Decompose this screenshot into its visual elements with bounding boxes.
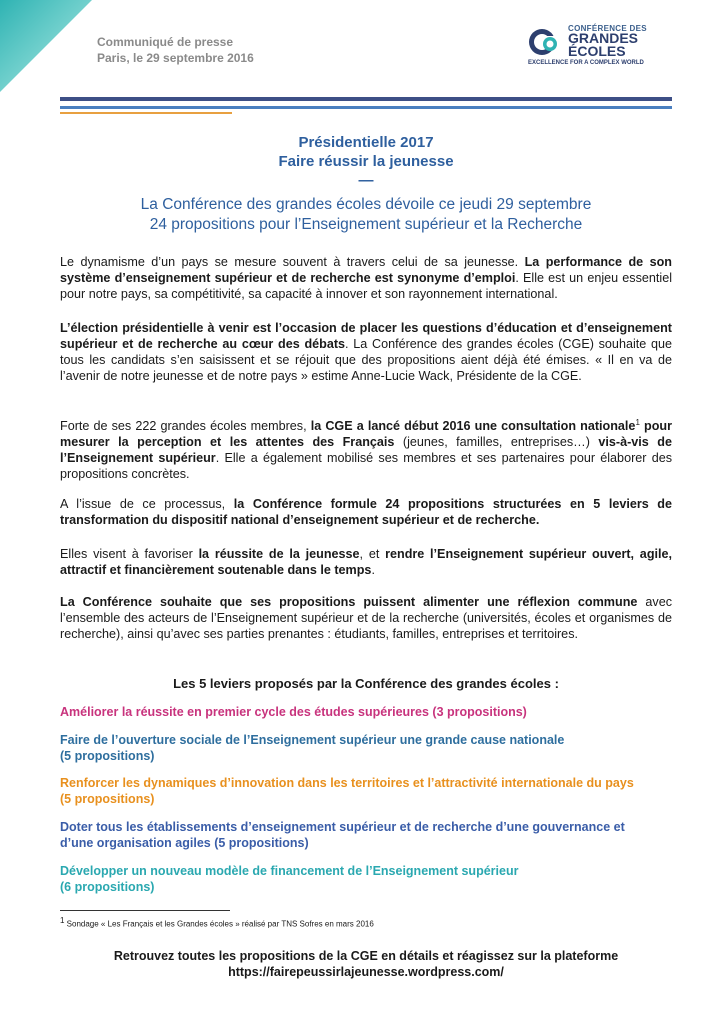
header-rule-orange [60, 112, 232, 114]
paragraph-3: Forte de ses 222 grandes écoles membres, la CGE a lancé début 2016 une consultation nationale$^1$ pour mesurer la perception et les attentes des Français (jeunes, familles, entreprises…) vis-à-vis de l’Enseignement supérieur. Elle a également mobilisé ses membres et ses partenaires pour élaborer des propositions concrètes. [60, 417, 673, 481]
lever-2: Faire de l’ouverture sociale de l’Enseignement supérieur une grande cause nationale (5 propositions) [60, 733, 565, 763]
header-rule-blue [60, 106, 672, 109]
subtitle-line1: La Conférence des grandes écoles dévoile ce jeudi 29 septembre [140, 196, 592, 213]
doc-type: Communiqué de presse [97, 35, 234, 49]
lever-1: Améliorer la réussite en premier cycle des études supérieures (3 propositions) [60, 705, 527, 719]
title-line1: Présidentielle 2017 [298, 134, 434, 151]
title-line2: Faire réussir la jeunesse [278, 153, 454, 170]
platform-link[interactable]: https://faireреussirlajeunesse.wordpress.com/ [228, 965, 504, 979]
footnote: $^1$ Sondage « Les Français et les Grandes écoles » réalisé par TNS Sofres en mars 2016 [60, 916, 374, 929]
paragraph-2: L’élection présidentielle à venir est l’occasion de placer les questions d’éducation et d’enseignement supérieur et de recherche au cœur des débats. La Conférence des grandes écoles (CGE) souhaite que tous les candidats s’en saisissent et se réjouit que des propositions aient déjà été émises. « Il en va de l’avenir de notre jeunesse et de notre pays » estime Anne-Lucie Wack, Présidente de la CGE. [60, 321, 672, 383]
levers-heading: Les 5 leviers proposés par la Conférence des grandes écoles : [173, 676, 559, 691]
footnote-ref: 1 [635, 417, 640, 427]
paragraph-5: Elles visent à favoriser la réussite de la jeunesse, et rendre l’Enseignement supérieur ouvert, agile, attractif et financièrement soutenable dans le temps. [60, 547, 673, 577]
lever-5: Développer un nouveau modèle de financement de l’Enseignement supérieur (6 propositions) [60, 864, 519, 894]
subtitle-line2: 24 propositions pour l’Enseignement supérieur et la Recherche [149, 216, 583, 233]
logo-line2: GRANDES [568, 30, 639, 46]
paragraph-6: La Conférence souhaite que ses propositions puissent alimenter une réflexion commune avec l’ensemble des acteurs de l’Enseignement supérieur et de la recherche (universités, écoles et organismes de recherche), ainsi qu’avec ses parties prenantes : étudiants, familles, entreprises et territoires. [60, 595, 672, 641]
cge-logo [528, 22, 678, 68]
cge-logo-mark-icon [528, 26, 564, 58]
title-dash: — [358, 172, 374, 189]
lever-3: Renforcer les dynamiques d’innovation dans les territoires et l’attractivité internationale du pays (5 propositions) [60, 776, 634, 806]
footnote-separator [60, 910, 230, 911]
corner-decoration [0, 0, 92, 92]
header-info [97, 34, 254, 66]
closing-line1: Retrouvez toutes les propositions de la CGE en détails et réagissez sur la plateforme [113, 949, 619, 963]
logo-tagline: EXCELLENCE FOR A COMPLEX WORLD [528, 60, 644, 66]
logo-line3: ÉCOLES [568, 43, 626, 59]
paragraph-1: Le dynamisme d’un pays se mesure souvent à travers celui de sa jeunesse. La performance de son système d’enseignement supérieur et de recherche est synonyme d’emploi. Elle est un enjeu essentiel pour notre pays, sa compétitivité, sa capacité à innover et son rayonnement international. [60, 255, 672, 301]
closing-note [60, 948, 672, 980]
header-rule-navy [60, 97, 672, 101]
lever-4: Doter tous les établissements d’enseignement supérieur et de recherche d’une gouvernance et d’une organisation agiles (5 propositions) [60, 820, 625, 850]
place-date: Paris, le 29 septembre 2016 [97, 51, 254, 65]
logo-line1: CONFÉRENCE DES [568, 24, 647, 33]
paragraph-4: A l’issue de ce processus, la Conférence formule 24 propositions structurées en 5 leviers de transformation du dispositif national d’enseignement supérieur et de recherche. [60, 497, 672, 527]
